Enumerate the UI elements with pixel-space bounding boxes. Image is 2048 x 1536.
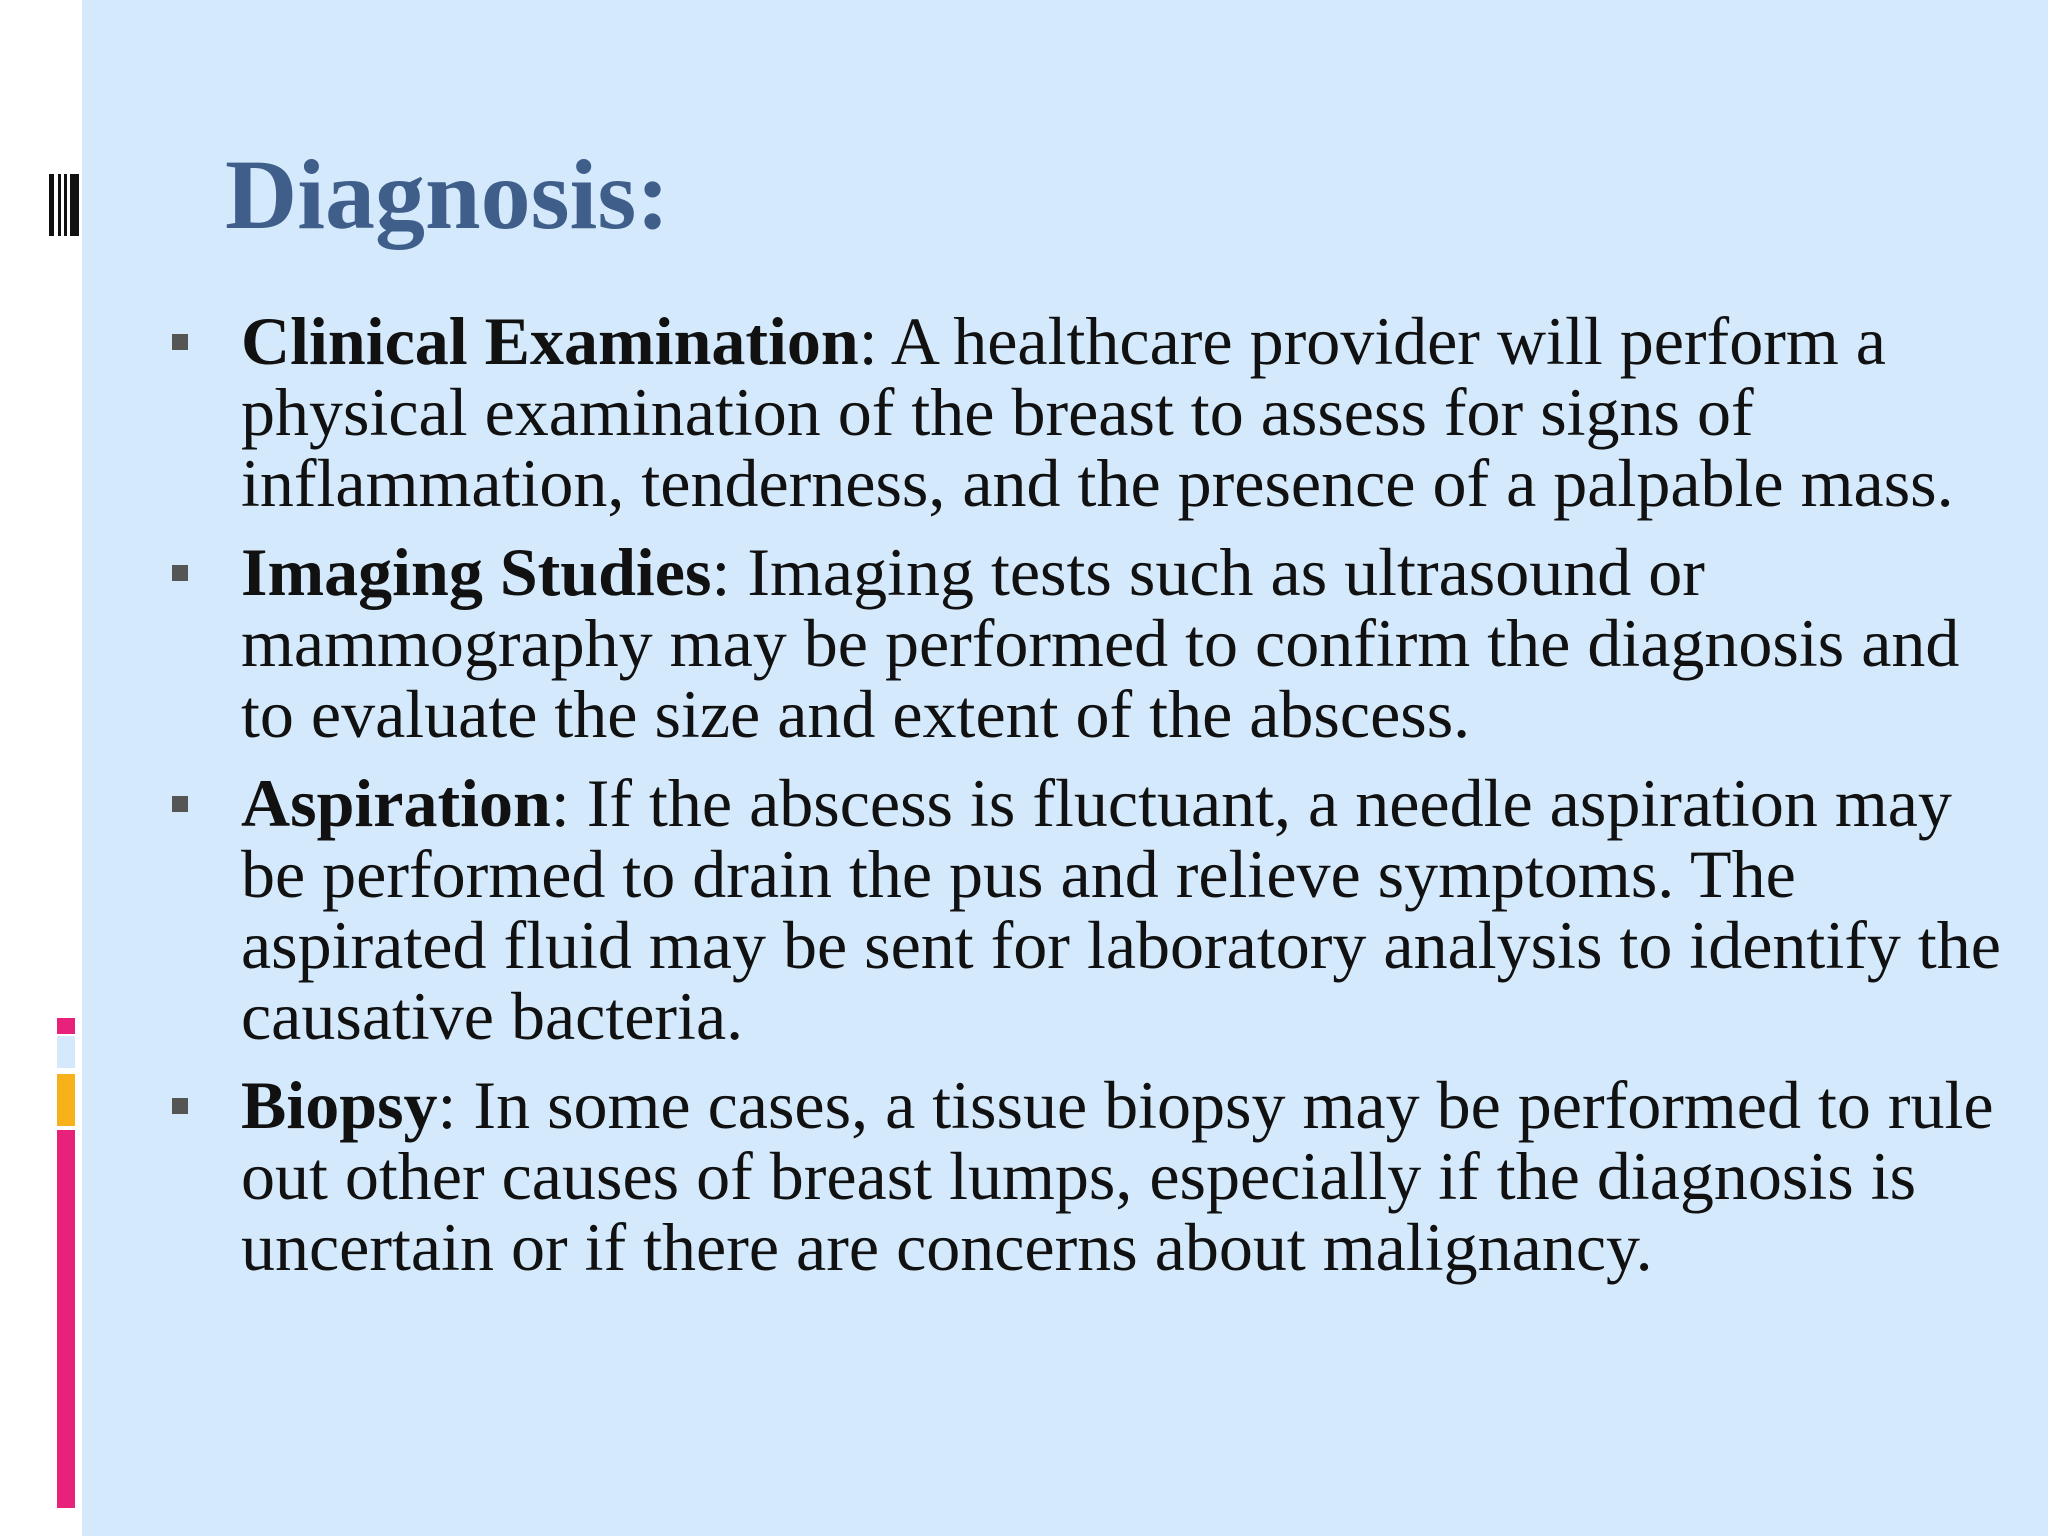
bullet-item-imaging-studies — [0, 534, 2021, 752]
square-bullet-icon — [172, 1098, 188, 1114]
square-bullet-icon — [172, 334, 188, 350]
bullet-term: Imaging Studies — [241, 534, 712, 610]
bullet-term: Aspiration — [241, 765, 551, 841]
square-bullet-icon — [172, 796, 188, 812]
bullet-text: : Imaging tests such as ultrasound or mammography may be performed to confirm the diagnosis and to evaluate the size and extent of the abscess. — [241, 534, 1960, 752]
bullet-item-biopsy — [0, 1067, 2021, 1285]
bullet-text: : If the abscess is fluctuant, a needle aspiration may be performed to drain the pus and relieve symptoms. The aspirated fluid may be sent for laboratory analysis to identify the causative bacteria. — [241, 765, 2001, 1054]
bullet-term: Biopsy — [241, 1067, 438, 1143]
slide-title: Diagnosis: — [225, 139, 670, 250]
bullet-text: : A healthcare provider will perform a physical examination of the breast to assess for signs of inflammation, tenderness, and the presence of a palpable mass. — [241, 303, 1954, 521]
bullet-list — [0, 303, 2048, 1301]
square-bullet-icon — [172, 565, 188, 581]
bullet-text: : In some cases, a tissue biopsy may be performed to rule out other causes of breast lumps, especially if the diagnosis is uncertain or if there are concerns about malignancy. — [241, 1067, 1994, 1285]
bullet-term: Clinical Examination — [241, 303, 859, 379]
bullet-item-aspiration — [0, 765, 2021, 1054]
bullet-item-clinical-examination — [0, 303, 2021, 521]
vertical-bars-icon — [49, 174, 79, 236]
